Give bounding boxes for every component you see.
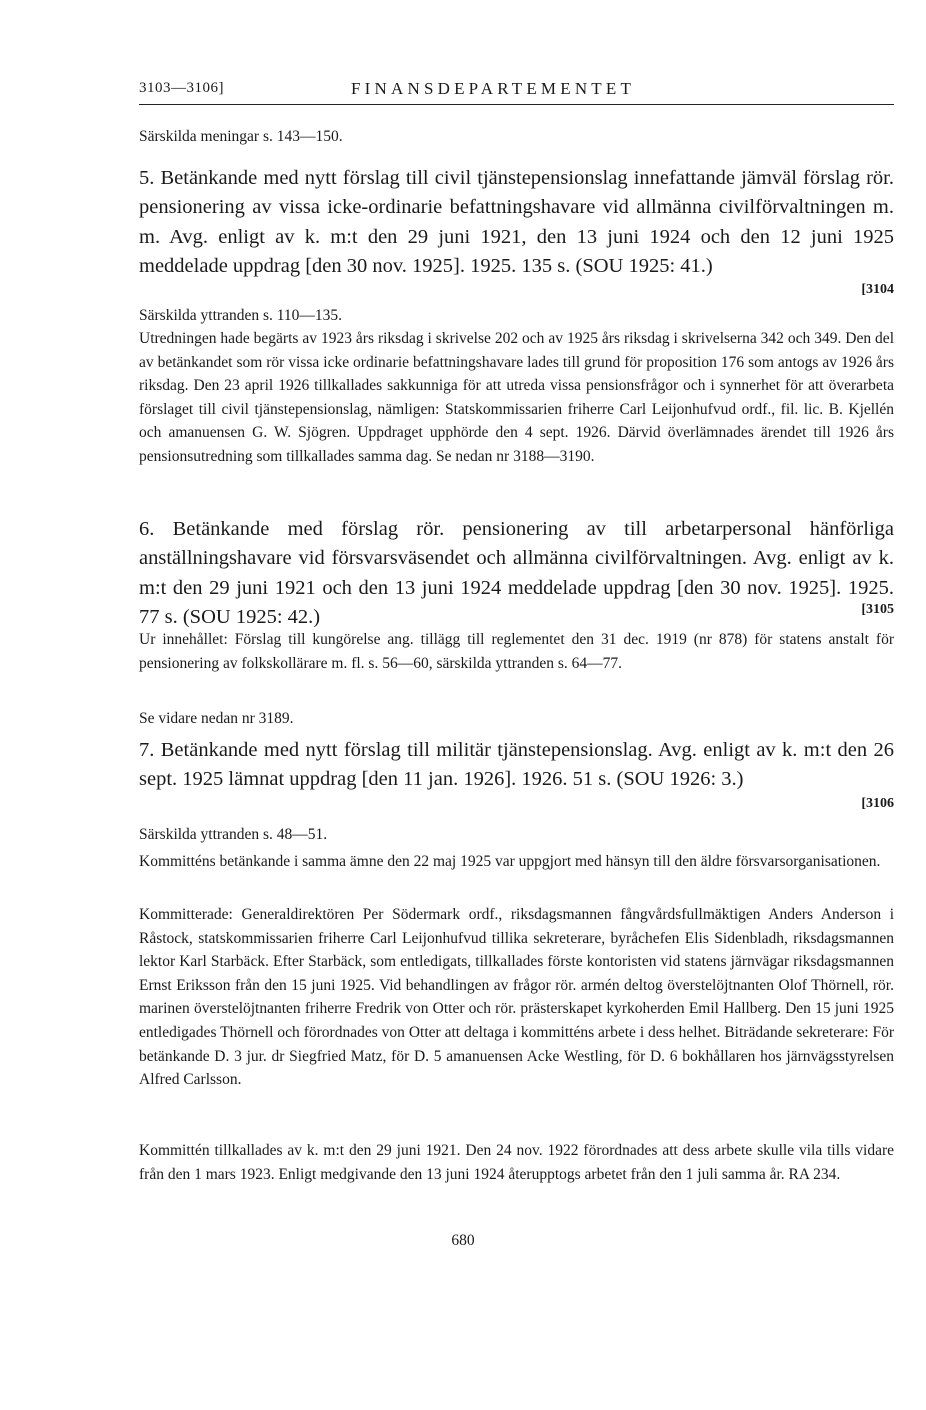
department-title: FINANSDEPARTEMENTET	[351, 79, 636, 98]
entry-5-note-1: Särskilda yttranden s. 110—135.	[139, 307, 343, 324]
entry-7-title: 7. Betänkande med nytt förslag till militär tjänstepensionslag. Avg. enligt av k. m:t den 26 sept. 1925 lämnat uppdrag [den 11 jan. 1926]. 1926. 51 s. (SOU 1926: 3.)	[139, 739, 894, 791]
entry-range: 3103—3106]	[139, 80, 224, 96]
entry-5-note-2: Utredningen hade begärts av 1923 års riksdag i skrivelse 202 och av 1925 års riksdag i skrivelserna 342 och 349. Den del av betänkandet som rör vissa icke ordinarie befattningshavare lades till grund för proposition 176 som antogs av 1926 års riksdag. Den 23 april 1926 tillkallades sakkunniga för att utreda vissa pensionsfrågor och i synnerhet för att överarbeta förslaget till civil tjänstepensionslag, nämligen: Statskommissarien friherre Carl Leijonhufvud ordf., fil. lic. B. Kjellén och amanuensen G. W. Sjögren. Uppdraget upphörde den 4 sept. 1926. Därvid överlämnades ärendet till 1926 års pensionsutredning som tillkallades samma dag. Se nedan nr 3188—3190.	[139, 330, 894, 465]
entry-7-ref: [3106	[861, 796, 894, 811]
entry-5-title: 5. Betänkande med nytt förslag till civil tjänstepensionslag innefattande jämväl förslag rör. pensionering av vissa icke-ordinarie befattningshavare vid allmänna civilförvaltningen m. m. Avg. enligt av k. m:t den 29 juni 1921, den 13 juni 1924 och den 12 juni 1925 meddelade uppdrag [den 30 nov. 1925]. 1925. 135 s. (SOU 1925: 41.)	[139, 167, 894, 278]
entry-6-note-2: Se vidare nedan nr 3189.	[139, 710, 294, 727]
running-header	[139, 78, 894, 105]
entry-5-ref: [3104	[861, 282, 894, 297]
page-number: 680	[451, 1232, 475, 1249]
entry-6-title: 6. Betänkande med förslag rör. pensionering av till arbetarpersonal hänförliga anställningshavare vid försvarsväsendet och allmänna civilförvaltningen. Avg. enligt av k. m:t den 29 juni 1921 och den 13 juni 1924 meddelade uppdrag [den 30 nov. 1925]. 1925. 77 s. (SOU 1925: 42.)	[139, 518, 894, 629]
entry-7-note-2: Kommitténs betänkande i samma ämne den 22 maj 1925 var uppgjort med hänsyn till den äldre försvarsorganisationen.	[139, 853, 881, 870]
entry-7-note-4: Kommittén tillkallades av k. m:t den 29 juni 1921. Den 24 nov. 1922 förordnades att dess arbete skulle vila tills vidare från den 1 mars 1923. Enligt medgivande den 13 juni 1924 återupptogs arbetet från den 1 juli samma år. RA 234.	[139, 1142, 894, 1183]
entry-6-note-1: Ur innehållet: Förslag till kungörelse ang. tillägg till reglementet den 31 dec. 1919 (nr 878) för statens anstalt för pensionering av folkskollärare m. fl. s. 56—60, särskilda yttranden s. 64—77.	[139, 631, 894, 672]
entry-6-ref: [3105	[861, 602, 894, 617]
pre-note: Särskilda meningar s. 143—150.	[139, 128, 343, 145]
entry-7-note-3: Kommitterade: Generaldirektören Per Södermark ordf., riksdagsmannen fångvårdsfullmäktigen Anders Anderson i Råstock, statskommissarien friherre Carl Leijonhufvud tillika sekreterare, byråchefen Elis Sidenbladh, riksdagsmannen lektor Karl Starbäck. Efter Starbäck, som entledigats, tillkallades förste kontoristen vid statens järnvägar riksdagsmannen Ernst Eriksson från den 15 juni 1925. Vid behandlingen av frågor rör. armén deltog överstelöjtnanten Olof Thörnell, rör. marinen överstelöjtnanten friherre Fredrik von Otter och rör. prästerskapet kyrkoherden Emil Hallberg. Den 15 juni 1925 entledigades Thörnell och förordnades von Otter att deltaga i kommitténs arbete i dess helhet. Biträdande sekreterare: För betänkande D. 3 jur. dr Siegfried Matz, för D. 5 amanuensen Acke Westling, för D. 6 bokhållaren hos järnvägsstyrelsen Alfred Carlsson.	[139, 906, 894, 1089]
entry-7-note-1: Särskilda yttranden s. 48—51.	[139, 826, 328, 843]
